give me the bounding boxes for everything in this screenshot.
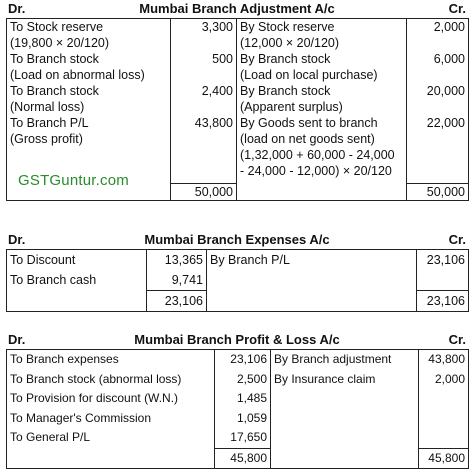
- debit-line: To Branch stock: [10, 84, 99, 98]
- adjustment-title: Mumbai Branch Adjustment A/c: [139, 1, 335, 16]
- debit-line: (Load on abnormal loss): [10, 68, 145, 82]
- table-row: [7, 350, 469, 370]
- credit-line: - 24,000 - 12,000) × 20/120: [240, 164, 392, 178]
- debit-amount: 500: [171, 51, 237, 83]
- credit-particulars: By Insurance claim: [271, 370, 419, 390]
- watermark: [18, 172, 129, 189]
- profit-loss-header: [6, 331, 468, 349]
- cr-label: Cr.: [448, 232, 466, 247]
- debit-particulars: To Provision for discount (W.N.): [7, 389, 215, 409]
- debit-amount: 13,365: [147, 250, 207, 271]
- debit-line: (19,800 × 20/120): [10, 36, 110, 50]
- credit-particulars: By Branch P/L: [207, 250, 417, 271]
- table-row: [7, 428, 469, 448]
- credit-line: (12,000 × 20/120): [240, 36, 340, 50]
- expenses-title: Mumbai Branch Expenses A/c: [144, 232, 330, 247]
- credit-particulars: [237, 83, 407, 115]
- debit-line: To Stock reserve: [10, 20, 104, 34]
- debit-particulars: [7, 51, 171, 83]
- expenses-account: [6, 231, 468, 312]
- credit-line: By Branch stock: [240, 84, 331, 98]
- table-row: [7, 389, 469, 409]
- credit-amount: 20,000: [407, 83, 469, 115]
- expenses-header: [6, 231, 468, 249]
- debit-particulars: [7, 19, 171, 52]
- credit-line: By Branch stock: [240, 52, 331, 66]
- table-row: [7, 51, 469, 83]
- watermark-text: GSTGuntur.com: [18, 172, 129, 189]
- credit-line: (Apparent surplus): [240, 100, 343, 114]
- credit-amount: 22,000: [407, 115, 469, 183]
- debit-particulars: To Branch stock (abnormal loss): [7, 370, 215, 390]
- debit-amount: 3,300: [171, 19, 237, 52]
- credit-amount: 6,000: [407, 51, 469, 83]
- total-debit: 23,106: [147, 291, 207, 312]
- debit-amount: 1,485: [215, 389, 271, 409]
- debit-amount: 2,400: [171, 83, 237, 115]
- debit-particulars: To Manager's Commission: [7, 409, 215, 429]
- debit-amount: 9,741: [147, 270, 207, 291]
- credit-amount: 23,106: [417, 250, 469, 271]
- dr-label: Dr.: [8, 1, 26, 16]
- debit-amount: 2,500: [215, 370, 271, 390]
- total-debit: 50,000: [171, 183, 237, 200]
- profit-loss-table: [6, 349, 469, 469]
- profit-loss-title: Mumbai Branch Profit & Loss A/c: [134, 332, 340, 347]
- credit-line: (Load on local purchase): [240, 68, 378, 82]
- table-row: [7, 19, 469, 52]
- adjustment-account: [6, 0, 468, 201]
- debit-amount: 1,059: [215, 409, 271, 429]
- total-row: [7, 291, 469, 312]
- credit-particulars: By Branch adjustment: [271, 350, 419, 370]
- credit-particulars: [237, 19, 407, 52]
- credit-line: (load on net goods sent): [240, 132, 375, 146]
- total-credit: 50,000: [407, 183, 469, 200]
- total-debit: 45,800: [215, 448, 271, 469]
- credit-amount: 43,800: [419, 350, 469, 370]
- credit-particulars: [237, 115, 407, 183]
- cr-label: Cr.: [448, 1, 466, 16]
- table-row: [7, 270, 469, 291]
- credit-line: By Stock reserve: [240, 20, 335, 34]
- debit-line: To Branch stock: [10, 52, 99, 66]
- debit-line: (Normal loss): [10, 100, 85, 114]
- debit-particulars: To General P/L: [7, 428, 215, 448]
- debit-amount: 23,106: [215, 350, 271, 370]
- table-row: [7, 409, 469, 429]
- debit-particulars: To Branch cash: [7, 270, 147, 291]
- debit-amount: 17,650: [215, 428, 271, 448]
- debit-particulars: [7, 83, 171, 115]
- table-row: [7, 83, 469, 115]
- dr-label: Dr.: [8, 332, 26, 347]
- debit-particulars: To Branch expenses: [7, 350, 215, 370]
- credit-line: By Goods sent to branch: [240, 116, 378, 130]
- credit-line: (1,32,000 + 60,000 - 24,000: [240, 148, 395, 162]
- table-row: [7, 370, 469, 390]
- total-row: [7, 448, 469, 469]
- total-credit: 23,106: [417, 291, 469, 312]
- debit-line: (Gross profit): [10, 132, 83, 146]
- total-credit: 45,800: [419, 448, 469, 469]
- expenses-table: [6, 249, 469, 312]
- profit-loss-account: [6, 331, 468, 469]
- debit-line: To Branch P/L: [10, 116, 89, 130]
- credit-amount: 2,000: [407, 19, 469, 52]
- cr-label: Cr.: [448, 332, 466, 347]
- credit-particulars: [237, 51, 407, 83]
- debit-amount: 43,800: [171, 115, 237, 183]
- table-row: [7, 250, 469, 271]
- credit-amount: 2,000: [419, 370, 469, 390]
- dr-label: Dr.: [8, 232, 26, 247]
- debit-particulars: To Discount: [7, 250, 147, 271]
- adjustment-header: [6, 0, 468, 18]
